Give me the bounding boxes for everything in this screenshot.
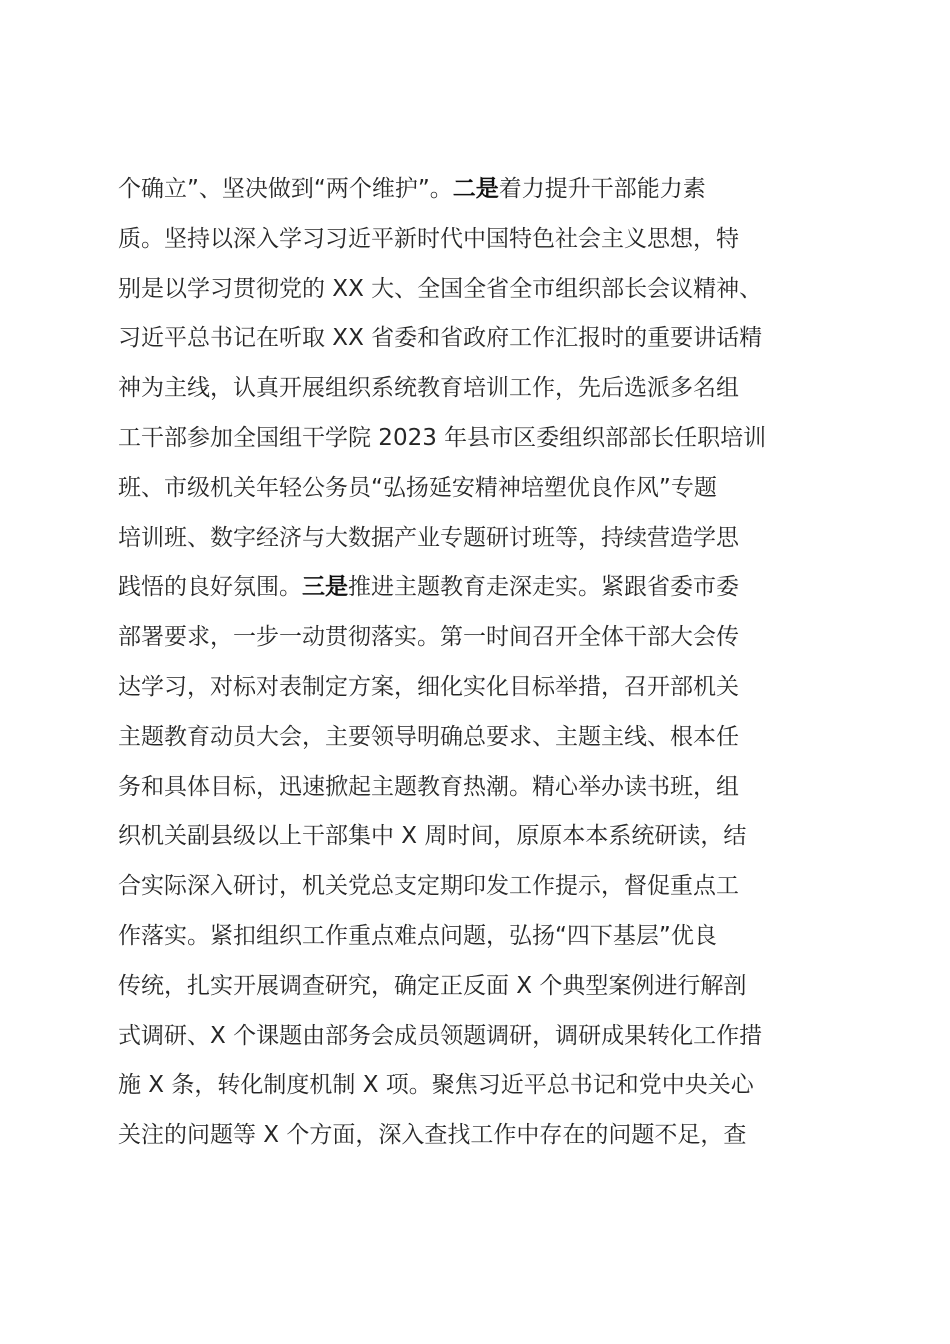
- text-line-17: 传统，扎实开展调查研究，确定正反面 X 个典型案例进行解剖: [118, 972, 747, 999]
- text-line-14: 织机关副县级以上干部集中 X 周时间，原原本本系统研读，结: [118, 823, 747, 850]
- text-line-11: 达学习，对标对表制定方案，细化实化目标举措，召开部机关: [118, 673, 739, 700]
- text-line-3: 别是以学习贯彻党的 XX 大、全国全省全市组织部长会议精神、: [118, 275, 763, 302]
- text-line-18: 式调研、X 个课题由部务会成员领题调研，调研成果转化工作措: [118, 1022, 763, 1049]
- text-line-6: 工干部参加全国组干学院 2023 年县市区委组织部部长任职培训: [118, 424, 767, 451]
- text-line-19: 施 X 条，转化制度机制 X 项。聚焦习近平总书记和党中央关心: [118, 1072, 754, 1099]
- text-line-9: [118, 563, 838, 613]
- text-run: 践悟的良好氛围。: [118, 574, 302, 601]
- text-line-16: 作落实。紧扣组织工作重点难点问题，弘扬“四下基层”优良: [118, 922, 717, 949]
- text-line-13: 务和具体目标，迅速掀起主题教育热潮。精心举办读书班，组: [118, 773, 739, 800]
- body-text: [118, 165, 838, 1161]
- text-line-4: 习近平总书记在听取 XX 省委和省政府工作汇报时的重要讲话精: [118, 325, 763, 352]
- text-run: 着力提升干部能力素: [498, 176, 706, 202]
- text-line-10: 部署要求，一步一动贯彻落实。第一时间召开全体干部大会传: [118, 624, 739, 651]
- text-line-5: 神为主线，认真开展组织系统教育培训工作，先后选派多名组: [118, 375, 739, 402]
- text-line-1: [118, 165, 838, 215]
- text-line-20: 关注的问题等 X 个方面，深入查找工作中存在的问题不足，查: [118, 1122, 747, 1149]
- text-line-7: 班、市级机关年轻公务员“弘扬延安精神培塑优良作风”专题: [118, 474, 717, 501]
- text-line-2: 质。坚持以深入学习习近平新时代中国特色社会主义思想，特: [118, 225, 739, 252]
- bold-marker-two: 二是: [452, 176, 499, 202]
- text-run: 推进主题教育走深走实。紧跟省委市委: [348, 574, 739, 601]
- text-line-12: 主题教育动员大会，主要领导明确总要求、主题主线、根本任: [118, 723, 739, 750]
- text-line-8: 培训班、数字经济与大数据产业专题研讨班等，持续营造学思: [118, 524, 739, 551]
- text-line-15: 合实际深入研讨，机关党总支定期印发工作提示，督促重点工: [118, 873, 739, 900]
- text-run: 个确立”、坚决做到“两个维护”。: [118, 176, 453, 202]
- bold-marker-three: 三是: [302, 574, 348, 601]
